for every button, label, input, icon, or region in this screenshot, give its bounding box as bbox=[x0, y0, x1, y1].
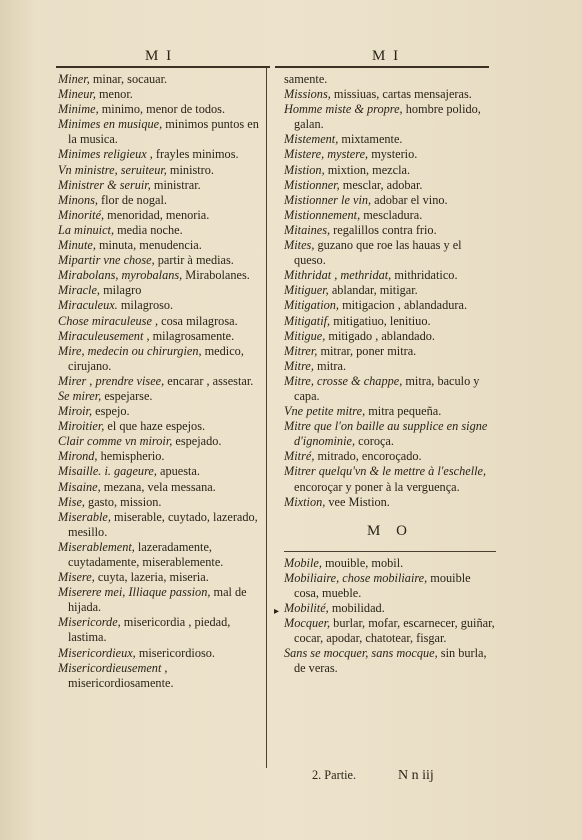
entry-definition: milagroso. bbox=[117, 298, 174, 313]
entry-headword: Mobile, bbox=[284, 555, 322, 570]
dictionary-entry bbox=[58, 117, 260, 147]
entry-headword: Minimes en musique, bbox=[58, 117, 163, 132]
entry-definition: el que haze espejos. bbox=[104, 419, 206, 434]
entry-headword: Mitre, bbox=[284, 358, 314, 373]
dictionary-entry bbox=[284, 571, 496, 601]
running-head-left: M I bbox=[145, 48, 174, 64]
entry-definition: mescladura. bbox=[360, 207, 423, 222]
column-divider bbox=[266, 68, 267, 768]
entry-headword: Homme miste & propre, bbox=[284, 102, 403, 117]
entry-headword: Misaille. i. gageure, bbox=[58, 464, 157, 479]
entry-definition: guzano que roe las hauas y el queso. bbox=[294, 238, 462, 268]
entry-headword: Vne petite mitre, bbox=[284, 404, 366, 419]
entry-headword: Miserable, bbox=[58, 509, 111, 524]
dictionary-entry bbox=[58, 208, 260, 223]
dictionary-entry bbox=[58, 329, 260, 344]
margin-mark: ▸ bbox=[274, 606, 280, 617]
entry-definition: minimo, menor de todos. bbox=[98, 102, 226, 117]
entry-definition: mezana, vela messana. bbox=[100, 479, 216, 494]
dictionary-entry bbox=[58, 72, 260, 87]
section-rule bbox=[284, 551, 496, 552]
entry-definition: flor de nogal. bbox=[97, 192, 167, 207]
entry-headword: Minute, bbox=[58, 238, 96, 253]
entry-definition: espejarse. bbox=[101, 388, 153, 403]
dictionary-entry bbox=[58, 615, 260, 645]
dictionary-entry bbox=[58, 238, 260, 253]
dictionary-entry bbox=[58, 163, 260, 178]
entry-definition: encarar , assestar. bbox=[164, 373, 254, 388]
right-column bbox=[284, 72, 496, 677]
entry-headword: Mineur, bbox=[58, 87, 96, 102]
dictionary-entry bbox=[284, 556, 496, 571]
entry-definition: mitra, baculo y capa. bbox=[294, 373, 480, 403]
entry-headword: Miroitier, bbox=[58, 419, 105, 434]
entry-headword: Clair comme vn miroir, bbox=[58, 434, 173, 449]
entry-definition: regalillos contra frio. bbox=[330, 222, 437, 237]
dictionary-entry bbox=[58, 570, 260, 585]
dictionary-entry bbox=[284, 102, 496, 132]
entry-headword: Miracle, bbox=[58, 283, 101, 298]
entry-headword: Minorité, bbox=[58, 207, 105, 222]
entry-definition: milagro bbox=[100, 283, 142, 298]
entry-definition: cuyta, lazeria, miseria. bbox=[94, 570, 209, 585]
entry-definition: mitra pequeña. bbox=[365, 404, 442, 419]
dictionary-entry bbox=[58, 223, 260, 238]
dictionary-entry bbox=[284, 147, 496, 162]
entry-definition: missiuas, cartas mensajeras. bbox=[330, 87, 472, 102]
entry-definition: gasto, mission. bbox=[84, 494, 162, 509]
entry-headword: Mocquer, bbox=[284, 616, 331, 631]
entry-definition: espejado. bbox=[172, 434, 222, 449]
entry-definition: ablandar, mitigar. bbox=[328, 283, 418, 298]
dictionary-entry bbox=[284, 419, 496, 449]
entry-definition: miserable, cuytado, lazerado, mesillo. bbox=[68, 509, 258, 539]
entry-definition: mobilidad. bbox=[328, 601, 385, 616]
entry-definition: sin burla, de veras. bbox=[294, 646, 487, 676]
entry-definition: misericordia , piedad, lastima. bbox=[68, 615, 231, 645]
entry-definition: espejo. bbox=[92, 404, 130, 419]
dictionary-entry bbox=[284, 464, 496, 494]
dictionary-entry bbox=[58, 268, 260, 283]
entry-definition: mesclar, adobar. bbox=[339, 177, 423, 192]
entry-headword: Mitiguer, bbox=[284, 283, 329, 298]
dictionary-entry bbox=[284, 374, 496, 404]
entry-headword: Miserablement, bbox=[58, 539, 135, 554]
footer-gathering: N n iij bbox=[398, 768, 434, 783]
dictionary-entry bbox=[284, 268, 496, 283]
entry-definition: burlar, mofar, escarnecer, guiñar, cocar, apodar, chatotear, fisgar. bbox=[294, 616, 495, 646]
dictionary-entry bbox=[284, 601, 496, 616]
left-column bbox=[58, 72, 260, 691]
entry-definition: misericordiosamente. bbox=[68, 675, 174, 690]
entry-headword: Mistionner le vin, bbox=[284, 192, 372, 207]
entry-definition: cosa milagrosa. bbox=[158, 313, 238, 328]
entry-headword: Mistionner, bbox=[284, 177, 340, 192]
dictionary-entry bbox=[58, 87, 260, 102]
dictionary-entry bbox=[58, 464, 260, 479]
entry-headword: Miroir, bbox=[58, 404, 93, 419]
entry-headword: Mitre, crosse & chappe, bbox=[284, 373, 403, 388]
entry-headword: Mites, bbox=[284, 238, 315, 253]
header-rule-right bbox=[275, 66, 489, 68]
dictionary-entry bbox=[58, 253, 260, 268]
dictionary-entry bbox=[284, 298, 496, 313]
entry-headword: Minime, bbox=[58, 102, 99, 117]
dictionary-entry bbox=[284, 495, 496, 510]
dictionary-entry bbox=[58, 585, 260, 615]
entry-headword: La minuict, bbox=[58, 222, 115, 237]
continuation-text: samente. bbox=[284, 72, 328, 86]
entry-headword: Mobiliaire, chose mobiliaire, bbox=[284, 570, 428, 585]
dictionary-entry bbox=[58, 646, 260, 661]
entry-headword: Mitrer, bbox=[284, 343, 318, 358]
entry-definition: apuesta. bbox=[156, 464, 200, 479]
entry-definition: minar, socauar. bbox=[89, 72, 168, 86]
dictionary-entry bbox=[284, 344, 496, 359]
entry-definition: ministro. bbox=[166, 162, 214, 177]
dictionary-entry bbox=[58, 389, 260, 404]
section-title: M O bbox=[367, 522, 413, 539]
entry-headword: Mistionnement, bbox=[284, 207, 361, 222]
dictionary-entry bbox=[284, 283, 496, 298]
entry-definition: hemispherio. bbox=[97, 449, 165, 464]
dictionary-entry bbox=[284, 163, 496, 178]
entry-definition: mixtion, mezcla. bbox=[324, 162, 411, 177]
entry-definition: menor. bbox=[95, 87, 133, 102]
dictionary-entry bbox=[284, 449, 496, 464]
entry-definition: Mirabolanes. bbox=[182, 268, 250, 283]
dictionary-entry bbox=[284, 208, 496, 223]
entry-definition: ministrar. bbox=[150, 177, 201, 192]
entry-definition: mitigatiuo, lenitiuo. bbox=[330, 313, 431, 328]
entry-headword: Mitigation, bbox=[284, 298, 339, 313]
dictionary-entry bbox=[58, 495, 260, 510]
dictionary-entry bbox=[58, 314, 260, 329]
entry-headword: Ministrer & seruir, bbox=[58, 177, 151, 192]
entry-headword: Mitrer quelqu'vn & le mettre à l'eschelle, bbox=[284, 464, 487, 479]
entry-headword: Misericordieusement , bbox=[58, 660, 168, 675]
dictionary-entry bbox=[58, 449, 260, 464]
entry-headword: Misere, bbox=[58, 570, 95, 585]
dictionary-entry bbox=[284, 646, 496, 676]
entry-definition: mitrar, poner mitra. bbox=[317, 343, 417, 358]
entry-definition: mal de hijada. bbox=[68, 585, 247, 615]
running-head-right: M I bbox=[372, 48, 401, 64]
entry-headword: Mithridat , methridat, bbox=[284, 268, 392, 283]
footer-signature: 2. Partie. bbox=[312, 768, 357, 782]
entry-definition: hombre polido, galan. bbox=[294, 102, 481, 132]
entry-headword: Miraculeux. bbox=[58, 298, 118, 313]
entry-definition: media noche. bbox=[114, 222, 183, 237]
entry-headword: Mitigue, bbox=[284, 328, 326, 343]
entry-headword: Misericordieux, bbox=[58, 645, 136, 660]
dictionary-entry bbox=[58, 661, 260, 691]
entry-definition: adobar el vino. bbox=[371, 192, 448, 207]
dictionary-entry bbox=[58, 102, 260, 117]
dictionary-entry bbox=[58, 283, 260, 298]
entry-definition: partir à medias. bbox=[154, 253, 234, 268]
dictionary-entry bbox=[58, 404, 260, 419]
dictionary-entry bbox=[58, 434, 260, 449]
entry-definition: frayles minimos. bbox=[152, 147, 239, 162]
dictionary-entry bbox=[58, 510, 260, 540]
entry-headword: Missions, bbox=[284, 87, 331, 102]
entry-definition: mysterio. bbox=[368, 147, 418, 162]
entry-definition: minuta, menudencia. bbox=[95, 238, 202, 253]
entry-headword: Mitigatif, bbox=[284, 313, 331, 328]
header-rule-left bbox=[56, 66, 270, 68]
entry-headword: Misaine, bbox=[58, 479, 101, 494]
entry-definition: mitrado, encoroçado. bbox=[314, 449, 422, 464]
entry-definition: milagrosamente. bbox=[149, 328, 235, 343]
entry-headword: Se mirer, bbox=[58, 388, 102, 403]
entry-headword: Mirer , prendre visee, bbox=[58, 373, 165, 388]
dictionary-entry bbox=[284, 404, 496, 419]
dictionary-entry bbox=[284, 87, 496, 102]
entry-headword: Mitaines, bbox=[284, 222, 331, 237]
dictionary-entry bbox=[58, 147, 260, 162]
entry-headword: Minons, bbox=[58, 192, 98, 207]
entry-definition: minimos puntos en la musica. bbox=[68, 117, 259, 147]
right-entries-mo bbox=[284, 556, 496, 677]
entry-definition: lazeradamente, cuytadamente, miserablemente. bbox=[68, 539, 224, 569]
entry-headword: Mixtion, bbox=[284, 494, 326, 509]
entry-headword: Mobilité, bbox=[284, 601, 329, 616]
entry-definition: vee Mistion. bbox=[325, 494, 390, 509]
entry-definition: mitigacion , ablandadura. bbox=[339, 298, 468, 313]
entry-headword: Mirond, bbox=[58, 449, 98, 464]
dictionary-entry bbox=[284, 223, 496, 238]
entry-headword: Sans se mocquer, sans mocque, bbox=[284, 646, 438, 661]
right-entries-mi bbox=[284, 87, 496, 510]
entry-definition: mixtamente. bbox=[338, 132, 403, 147]
entry-headword: Mistion, bbox=[284, 162, 325, 177]
entry-headword: Mitré, bbox=[284, 449, 315, 464]
entry-headword: Chose miraculeuse , bbox=[58, 313, 159, 328]
dictionary-entry bbox=[58, 540, 260, 570]
dictionary-entry bbox=[284, 238, 496, 268]
entry-headword: Mistement, bbox=[284, 132, 339, 147]
entry-headword: Miraculeusement , bbox=[58, 328, 150, 343]
entry-headword: Mipartir vne chose, bbox=[58, 253, 155, 268]
dictionary-entry bbox=[284, 359, 496, 374]
entry-headword: Mitre que l'on baille au supplice en signe d'ignominie, bbox=[284, 419, 488, 449]
entry-headword: Minimes religieux , bbox=[58, 147, 153, 162]
dictionary-entry bbox=[58, 480, 260, 495]
entry-headword: Miserere mei, Illiaque passion, bbox=[58, 585, 211, 600]
dictionary-entry bbox=[284, 132, 496, 147]
dictionary-entry bbox=[284, 616, 496, 646]
entry-headword: Vn ministre, seruiteur, bbox=[58, 162, 167, 177]
dictionary-entry bbox=[284, 178, 496, 193]
dictionary-entry bbox=[58, 193, 260, 208]
dictionary-entry bbox=[58, 419, 260, 434]
dictionary-entry bbox=[58, 178, 260, 193]
entry-headword: Misericorde, bbox=[58, 615, 121, 630]
entry-definition: coroça. bbox=[355, 434, 394, 449]
entry-headword: Miner, bbox=[58, 72, 90, 86]
entry-definition: mitigado , ablandado. bbox=[325, 328, 435, 343]
dictionary-entry bbox=[58, 298, 260, 313]
dictionary-entry bbox=[284, 314, 496, 329]
entry-headword: Mire, medecin ou chirurgien, bbox=[58, 343, 202, 358]
entry-definition: misericordioso. bbox=[135, 645, 215, 660]
entry-headword: Mirabolans, myrobalans, bbox=[58, 268, 183, 283]
dictionary-entry bbox=[58, 374, 260, 389]
entry-definition: mitra. bbox=[313, 358, 347, 373]
entry-definition: encoroçar y poner à la verguença. bbox=[294, 479, 460, 494]
entry-definition: mouible, mobil. bbox=[321, 555, 404, 570]
dictionary-entry bbox=[284, 193, 496, 208]
entry-definition: menoridad, menoria. bbox=[104, 207, 210, 222]
dictionary-entry bbox=[58, 344, 260, 374]
entry-headword: Mise, bbox=[58, 494, 85, 509]
entry-definition: mithridatico. bbox=[391, 268, 458, 283]
dictionary-entry bbox=[284, 329, 496, 344]
entry-headword: Mistere, mystere, bbox=[284, 147, 369, 162]
entry-definition: mouible cosa, mueble. bbox=[294, 570, 471, 600]
entry-definition: medico, cirujano. bbox=[68, 343, 244, 373]
